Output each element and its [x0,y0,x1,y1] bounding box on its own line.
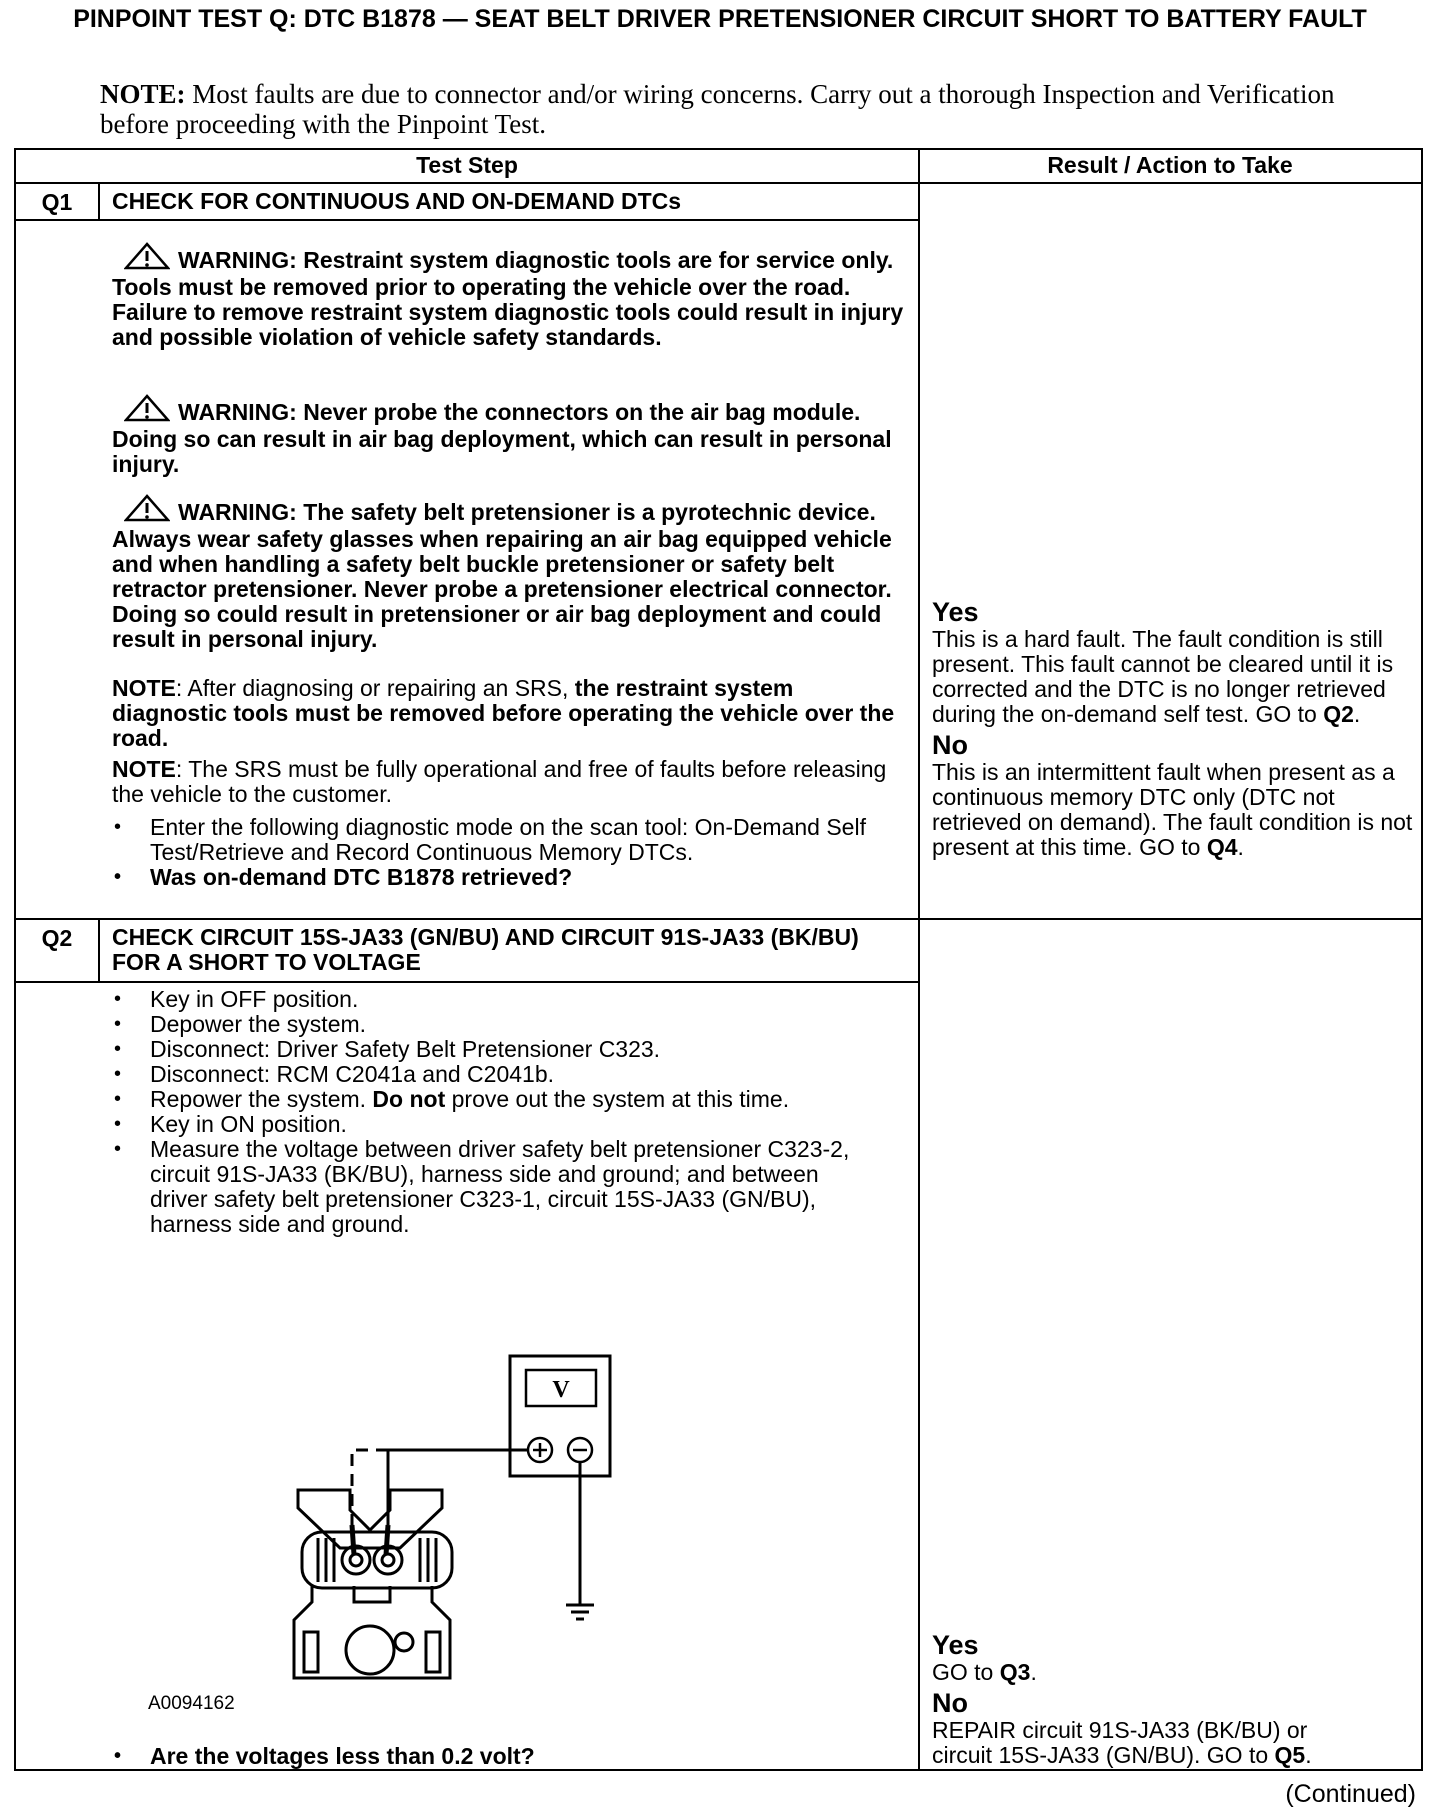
q2-yes-end: . [1030,1659,1037,1685]
q1-yes-end: . [1353,701,1361,727]
q2-bullets [112,987,912,1237]
header-result: Result / Action to Take [1047,152,1293,178]
q1-no-text [932,760,1420,860]
q2-title: CHECK CIRCUIT 15S-JA33 (GN/BU) AND CIRCUIT 91S-JA33 (BK/BU) FOR A SHORT TO VOLTAGE [112,924,859,975]
q2-bullet-4: • Disconnect: RCM C2041a and C2041b. [112,1062,912,1087]
q1-note-1-label: NOTE [112,675,176,701]
q1-no-label: No [932,730,968,760]
warning-icon [124,394,178,427]
q1-number: Q1 [41,189,73,215]
q2-repower-c: prove out the system at this time. [445,1086,790,1112]
q2-question [112,1744,912,1769]
q1-yes-desc: This is a hard fault. The fault condition is still present. This fault cannot be cleared until it is corrected and the DTC is no longer retrieved during the on-demand self test. GO to [932,626,1394,727]
q2-no-end: . [1305,1742,1312,1768]
q1-no-desc: This is an intermittent fault when present as a continuous memory DTC only (DTC not retrieved on demand). The fault condition is not present at this time. GO to [932,759,1413,860]
warning-icon [124,242,178,275]
q1-warning-2-text: WARNING: Never probe the connectors on the air bag module. Doing so can result in air bag deployment, which can result in personal injury. [112,399,892,477]
q2-bullet-1: • Key in OFF position. [112,987,912,1012]
q1-warning-1 [112,242,912,350]
q2-number: Q2 [41,925,73,951]
q1-note-2 [112,757,902,807]
intro-note [100,79,1400,139]
q1-no-end: . [1237,834,1244,860]
q2-bullet-repower [112,1087,912,1112]
q2-question-text: Are the voltages less than 0.2 volt? [150,1743,535,1769]
q2-bullet-6: • Key in ON position. [112,1112,912,1137]
q2-no-desc: REPAIR circuit 91S-JA33 (BK/BU) or circuit 15S-JA33 (GN/BU). GO to [932,1717,1308,1768]
continued-label: (Continued) [1285,1780,1416,1808]
q2-yes-text [932,1660,1420,1685]
q1-warning-3-text: WARNING: The safety belt pretensioner is a pyrotechnic device. Always wear safety glasses when repairing an air bag equipped vehicle and when handling a safety belt buckle pretensioner or safety belt retractor pretensioner. Never probe a pretensioner electrical connector. Doing so could result in pretensioner or air bag deployment and could result in personal injury. [112,499,892,652]
q1-warning-3 [112,494,912,652]
q1-note-2-text: : The SRS must be fully operational and free of faults before releasing the vehicle to the customer. [112,756,887,807]
q2-no-text [932,1718,1372,1768]
column-divider [918,148,920,1771]
q2-result [932,1630,1420,1768]
intro-note-label: NOTE: [100,79,186,109]
intro-note-text: Most faults are due to connector and/or wiring concerns. Carry out a thorough Inspection and Verification before proceeding with the Pinpoint Test. [100,79,1335,139]
q1-bullet-1: • Enter the following diagnostic mode on the scan tool: On-Demand Self Test/Retrieve and Record Continuous Memory DTCs. [112,815,870,865]
q1-note-2-label: NOTE [112,756,176,782]
page-title: PINPOINT TEST Q: DTC B1878 — SEAT BELT DRIVER PRETENSIONER CIRCUIT SHORT TO BATTERY FAULT [73,5,1367,33]
q2-bullet-3: • Disconnect: Driver Safety Belt Pretensioner C323. [112,1037,912,1062]
q1-q2-divider [14,918,1423,920]
q1-note-1 [112,676,902,751]
q1-title: CHECK FOR CONTINUOUS AND ON-DEMAND DTCs [112,188,682,214]
q1-question [112,865,912,890]
q1-warning-1-text: WARNING: Restraint system diagnostic tools are for service only. Tools must be removed prior to operating the vehicle over the road. Failure to remove restraint system diagnostic tools could result in injury and possible violation of vehicle safety standards. [112,247,904,350]
q2-bullet-2: • Depower the system. [112,1012,912,1037]
q2-question-list [112,1744,912,1769]
q1-yes-goto: Q2 [1323,701,1354,727]
positive-lead [388,1450,528,1525]
q2-no-label: No [932,1688,968,1718]
q1-yes-text [932,627,1420,727]
q2-yes-label: Yes [932,1630,979,1660]
q1-question-text: Was on-demand DTC B1878 retrieved? [150,864,573,890]
q2-bullet-7: • Measure the voltage between driver safety belt pretensioner C323-2, circuit 91S-JA33 (BK/BU), harness side and ground; and between driver safety belt pretensioner C323-1, circuit 15S-JA33 (GN/BU), harness side and ground. [112,1137,850,1237]
warning-icon [124,494,178,527]
pretensioner-connector [294,1490,452,1678]
q1-result [932,597,1420,860]
q2-yes-goto: Q3 [999,1659,1031,1685]
q1-warning-2 [112,394,912,477]
q1-title-divider [14,219,919,221]
figure-id: A0094162 [148,1693,235,1714]
q1-note-1-text: : After diagnosing or repairing an SRS, [175,675,575,701]
q1-no-goto: Q4 [1206,834,1238,860]
q2-no-goto: Q5 [1274,1742,1306,1768]
dashed-lead [352,1450,388,1525]
q1-note-1-bold: the restraint system diagnostic tools must be removed before operating the vehicle over the road. [112,675,895,751]
q1-yes-label: Yes [932,597,979,627]
q2-repower-a: Repower the system. [150,1086,373,1112]
voltage-measurement-diagram [270,1350,630,1680]
q2-yes-desc: GO to [932,1659,1000,1685]
q1-bullets [112,815,912,890]
q2-title-divider [14,981,919,983]
header-test-step: Test Step [416,152,518,178]
q2-repower-b: Do not [372,1086,446,1112]
voltmeter-symbol: V [552,1377,570,1403]
header-divider [14,182,1423,184]
